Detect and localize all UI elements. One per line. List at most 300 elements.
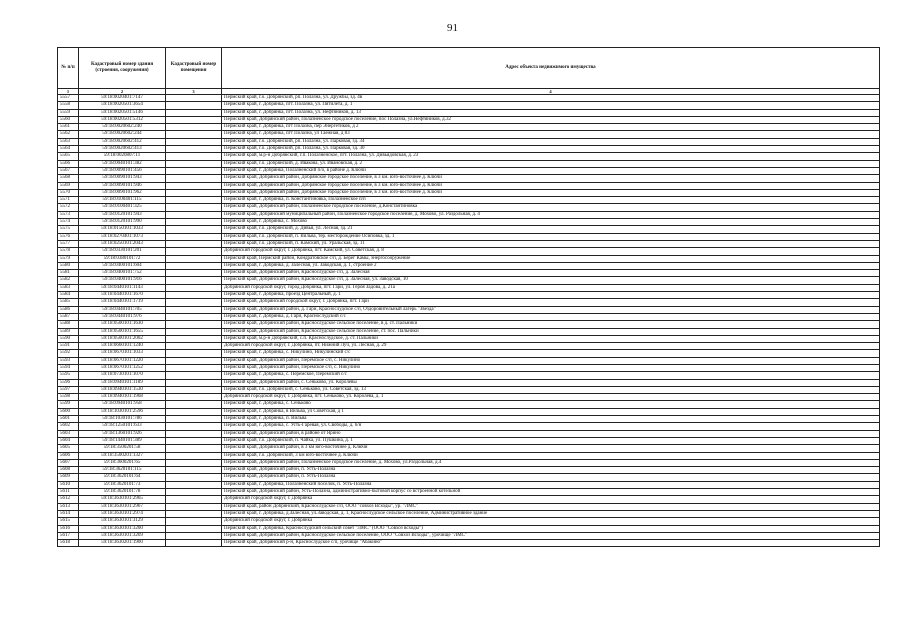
table-row (58, 408, 880, 415)
row-number-cell: 5583 (58, 284, 79, 291)
table-row (58, 160, 880, 167)
address-cell: Пермский край, г. Добрянка, с. Перемское, Перемский с/с (222, 372, 880, 379)
cadastral-number-cell: 59:18:0120101:943 (79, 211, 166, 218)
cadastral-number-cell: 59:18:0330101:201 (79, 248, 166, 255)
table-row (58, 518, 880, 525)
row-number-cell: 5567 (58, 167, 79, 174)
table-row (58, 219, 880, 226)
cadastral-number-cell: 59:18:3500201:1327 (79, 452, 166, 459)
table-row (58, 335, 880, 342)
address-cell: Пермский край, г.о. Добрянский, д. Дивья, ул. Лесная, зд. 21 (222, 226, 880, 233)
row-number-cell: 5563 (58, 138, 79, 145)
address-cell: Пермский край, Пермский район, Кондратовское с/п, д. Берег Камы, энергосооружение (222, 255, 880, 262)
room-number-cell (166, 248, 222, 255)
cadastral-number-cell: 59:18:0440101:1670 (79, 292, 166, 299)
address-cell: Пермский край, г. Добрянка, пгт Полазна, пер Энергетиков, д 2 (222, 124, 880, 131)
table-row (58, 277, 880, 284)
cadastral-number-cell: 59:18:0090101:943 (79, 175, 166, 182)
room-number-cell (166, 408, 222, 415)
address-cell: Пермский край, г. Добрянка, д. Залесная, ул. Заводская, д. 1, строение 2 (222, 262, 880, 269)
address-cell: Пермский край, г.о. Добрянский, 3 км юго-восточнее д. Ключи (222, 452, 880, 459)
cadastral-number-cell: 59:18:0500101:2002 (79, 335, 166, 342)
address-cell: Пермский край, Добрянский район, Краснослудское с/п, д. Залесная, ул. Заводская, 10 (222, 277, 880, 284)
cadastral-number-cell: 59:18:0500101:1630 (79, 321, 166, 328)
row-number-cell: 5579 (58, 255, 79, 262)
row-number-cell: 5568 (58, 175, 79, 182)
room-number-cell (166, 299, 222, 306)
page-number: 91 (447, 22, 458, 34)
address-cell: Пермский край, г. Добрянка, с. Сеньково (222, 401, 880, 408)
address-cell: Пермский край, Добрянский район, п. Усть-Полазна (222, 474, 880, 481)
row-number-cell: 5608 (58, 467, 79, 474)
room-number-cell (166, 226, 222, 233)
room-number-cell (166, 423, 222, 430)
room-number-cell (166, 489, 222, 496)
table-row (58, 124, 880, 131)
row-number-cell: 5586 (58, 306, 79, 313)
row-number-cell: 5578 (58, 248, 79, 255)
row-number-cell: 5571 (58, 197, 79, 204)
cadastral-number-cell: 59:18:3500201:58 (79, 445, 166, 452)
table-row (58, 204, 880, 211)
room-number-cell (166, 437, 222, 444)
table-row (58, 255, 880, 262)
table-row (58, 109, 880, 116)
row-number-cell: 5589 (58, 328, 79, 335)
table-row (58, 240, 880, 247)
table-row (58, 306, 880, 313)
address-cell: Пермский край, Добрянский район, Добрянское городское поселение, в 3 км. юго-восточнее д. Ключи (222, 175, 880, 182)
table-row (58, 175, 880, 182)
row-number-cell: 5587 (58, 313, 79, 320)
row-number-cell: 5566 (58, 160, 79, 167)
row-number-cell: 5600 (58, 408, 79, 415)
table-row (58, 386, 880, 393)
room-number-cell (166, 386, 222, 393)
room-number-cell (166, 284, 222, 291)
cadastral-number-cell: 59:18:0400101:604 (79, 262, 166, 269)
room-number-cell (166, 357, 222, 364)
cadastral-number-cell: 59:18:0100401:325 (79, 204, 166, 211)
cadastral-number-cell: 59:18:0440101:1719 (79, 299, 166, 306)
table-row (58, 270, 880, 277)
room-number-cell (166, 401, 222, 408)
cadastral-number-cell: 59:18:0440101:1143 (79, 284, 166, 291)
address-cell: Пермский край, Добрянский район, с. Сеньково, ул. Королевы (222, 379, 880, 386)
room-number-cell (166, 335, 222, 342)
cadastral-number-cell: 59:18:0670101:1220 (79, 357, 166, 364)
address-cell: Пермский край, Добрянский муниципальный район, Полазненское городское поселение, д. Мохово, ул. Раздольная, д. 4 (222, 211, 880, 218)
cadastral-number-cell: 59:18:0400101:916 (79, 277, 166, 284)
cadastral-number-cell: 59:18:3630101:3200 (79, 525, 166, 532)
table-row (58, 189, 880, 196)
table-row (58, 379, 880, 386)
row-number-cell: 5593 (58, 357, 79, 364)
row-number-cell: 5574 (58, 219, 79, 226)
cadastral-number-cell: 59:18:0270401:1073 (79, 233, 166, 240)
address-cell: Пермский край, г. Добрянка, с. Никулино, Никулинский с/с (222, 350, 880, 357)
cadastral-number-cell: 59:18:0670101:1252 (79, 364, 166, 371)
row-number-cell: 5606 (58, 452, 79, 459)
address-cell: Пермский край, Добрянский район, Краснослудское сельское поселение, в д. ст. Пальники (222, 321, 880, 328)
cadastral-number-cell: 59:18:0400101:752 (79, 270, 166, 277)
address-cell: Пермский край, г.о. Добрянский, рп. Полазна, ул. Парковая, зд. 30 (222, 146, 880, 153)
address-cell: Пермский край, Добрянский район, п. Усть-Полазна (222, 467, 880, 474)
cadastral-number-cell: 59:18:3630101:3129 (79, 518, 166, 525)
cadastral-number-cell: 59:18:0020501:5146 (79, 109, 166, 116)
cadastral-number-cell: 59:18:3630101:2974 (79, 510, 166, 517)
header-room: Кадастровый номер помещения (166, 48, 222, 89)
cadastral-number-cell: 59:18:0660101:1240 (79, 343, 166, 350)
row-number-cell: 5598 (58, 394, 79, 401)
table-row (58, 262, 880, 269)
room-number-cell (166, 160, 222, 167)
cadastral-number-cell: 59:18:1030101:2596 (79, 408, 166, 415)
row-number-cell: 5575 (58, 226, 79, 233)
table-header-row (58, 48, 880, 89)
row-number-cell: 5602 (58, 423, 79, 430)
address-cell: Пермский край, г.о. Добрянский, п. Камский, ул. Уральская, зд. 11 (222, 240, 880, 247)
address-cell: Пермский край, Добрянский район, Полазненское городское поселение, д. Мохово, ул.Раздольная, д.4 (222, 459, 880, 466)
room-number-cell (166, 124, 222, 131)
table-row (58, 510, 880, 517)
address-cell: Пермский край, Добрянский район, Полазненское городское поселение, пос Полазна, ул.Нефтяников, д.32 (222, 116, 880, 123)
row-number-cell: 5588 (58, 321, 79, 328)
cadastral-number-cell: 59:18:0440101:976 (79, 313, 166, 320)
room-number-cell (166, 116, 222, 123)
row-number-cell: 5584 (58, 292, 79, 299)
table-row (58, 350, 880, 357)
table-row (58, 182, 880, 189)
column-number: 1 (58, 89, 79, 95)
room-number-cell (166, 219, 222, 226)
room-number-cell (166, 452, 222, 459)
cadastral-number-cell: 59:18:0020602:244 (79, 131, 166, 138)
row-number-cell: 5594 (58, 364, 79, 371)
room-number-cell (166, 532, 222, 539)
address-cell: Пермский край, г. Добрянка, пгт. Полазна, ул. Пятилета, д. 1 (222, 102, 880, 109)
room-number-cell (166, 459, 222, 466)
address-cell: Пермский край, г. Добрянка, п. Константиновка, Полазненское п/п (222, 197, 880, 204)
room-number-cell (166, 109, 222, 116)
room-number-cell (166, 350, 222, 357)
table-row (58, 102, 880, 109)
address-cell: Пермский край, Добрянский район, Перемское с/п, с. Никулино (222, 364, 880, 371)
room-number-cell (166, 146, 222, 153)
cadastral-number-cell: 59:18:0730101:1070 (79, 372, 166, 379)
row-number-cell: 5569 (58, 182, 79, 189)
cadastral-number-cell: 59:18:0380101:72 (79, 255, 166, 262)
row-number-cell: 5601 (58, 416, 79, 423)
table-row (58, 292, 880, 299)
row-number-cell: 5609 (58, 474, 79, 481)
address-cell: Добрянский городской округ, г. Добрянка (222, 496, 880, 503)
cadastral-number-cell: 59:18:0090101:946 (79, 182, 166, 189)
property-table (57, 47, 880, 547)
address-cell: Пермский край, г. Добрянка, проезд Центральный, д. 1 (222, 292, 880, 299)
cadastral-number-cell: 59:18:0250101:2043 (79, 240, 166, 247)
cadastral-number-cell: 59:18:0940101:1530 (79, 386, 166, 393)
row-number-cell: 5564 (58, 146, 79, 153)
row-number-cell: 5562 (58, 131, 79, 138)
table-row (58, 328, 880, 335)
cadastral-number-cell: 59:18:0440101:705 (79, 306, 166, 313)
address-cell: Пермский край, г. Добрянка, д. Гари, Краснослудский с/с (222, 313, 880, 320)
row-number-cell: 5580 (58, 262, 79, 269)
address-cell: Пермский край, Добрянский район, в 3 км юго-восточнее д. Ключи (222, 445, 880, 452)
room-number-cell (166, 445, 222, 452)
room-number-cell (166, 255, 222, 262)
room-number-cell (166, 306, 222, 313)
address-cell: Пермский край, г. Добрянка, пгт Полазна, ул Таежная, д 83 (222, 131, 880, 138)
room-number-cell (166, 313, 222, 320)
table-row (58, 357, 880, 364)
address-cell: Добрянский городской округ, г. Добрянка, пгт. Сеньково, ул. Королева, д. 1 (222, 394, 880, 401)
room-number-cell (166, 364, 222, 371)
room-number-cell (166, 175, 222, 182)
table-row (58, 394, 880, 401)
room-number-cell (166, 372, 222, 379)
cadastral-number-cell: 59:18:3630101:2967 (79, 503, 166, 510)
row-number-cell: 5561 (58, 124, 79, 131)
cadastral-number-cell: 59:18:0020501:3654 (79, 102, 166, 109)
table-row (58, 503, 880, 510)
address-cell: Пермский край, г. Добрянка, пгт. Полазна, ул. Нефтяников, д. 13 (222, 109, 880, 116)
room-number-cell (166, 277, 222, 284)
cadastral-number-cell: 59:18:0150101:1033 (79, 226, 166, 233)
room-number-cell (166, 262, 222, 269)
row-number-cell: 5605 (58, 445, 79, 452)
cadastral-number-cell: 59:18:3620101:115 (79, 467, 166, 474)
table-row (58, 532, 880, 539)
cadastral-number-cell: 59:18:0090101:456 (79, 167, 166, 174)
address-cell: Пермский край, Добрянский район, Краснослудское сельское поселение, ООО "Совхоз Всходы", урочище "ЛМС" (222, 532, 880, 539)
cadastral-number-cell: 59:18:0670101:1033 (79, 350, 166, 357)
room-number-cell (166, 167, 222, 174)
cadastral-number-cell: 59:18:0020807:11 (79, 153, 166, 160)
row-number-cell: 5577 (58, 240, 79, 247)
room-number-cell (166, 102, 222, 109)
address-cell: Пермский край, г. Добрянка, Полазненский п/о, в районе д. Ключи (222, 167, 880, 174)
table-row (58, 401, 880, 408)
table-row (58, 95, 880, 102)
table-row (58, 474, 880, 481)
cadastral-number-cell: 59:18:0500101:1655 (79, 328, 166, 335)
room-number-cell (166, 240, 222, 247)
table-row (58, 496, 880, 503)
row-number-cell: 5607 (58, 459, 79, 466)
table-row (58, 481, 880, 488)
room-number-cell (166, 518, 222, 525)
cadastral-number-cell: 59:18:1250101:633 (79, 423, 166, 430)
header-cadastral: Кадастровый номер здания (строения, сооружения) (79, 48, 166, 89)
row-number-cell: 5616 (58, 525, 79, 532)
table-row (58, 416, 880, 423)
room-number-cell (166, 182, 222, 189)
room-number-cell (166, 394, 222, 401)
column-number: 3 (166, 89, 222, 95)
table-row (58, 248, 880, 255)
cadastral-number-cell: 59:18:0100401:115 (79, 197, 166, 204)
table-row (58, 197, 880, 204)
row-number-cell: 5572 (58, 204, 79, 211)
row-number-cell: 5613 (58, 503, 79, 510)
address-cell: Пермский край, Добрянский район, д. Гари, Краснослудское с/п, Оздоровительный лагерь "Звезда" (222, 306, 880, 313)
room-number-cell (166, 270, 222, 277)
room-number-cell (166, 474, 222, 481)
room-number-cell (166, 292, 222, 299)
room-number-cell (166, 153, 222, 160)
row-number-cell: 5612 (58, 496, 79, 503)
cadastral-number-cell: 59:18:1440101:389 (79, 437, 166, 444)
row-number-cell: 5573 (58, 211, 79, 218)
table-row (58, 131, 880, 138)
table-row (58, 540, 880, 547)
room-number-cell (166, 379, 222, 386)
address-cell: Добрянский городской округ, г. Добрянка, пгт. Камский, ул. Советская, д. 8 (222, 248, 880, 255)
table-row (58, 138, 880, 145)
room-number-cell (166, 525, 222, 532)
address-cell: Пермский край, г.о. Добрянский, с. Сеньково, ул. Советская, зд. 13 (222, 386, 880, 393)
table-row (58, 364, 880, 371)
cadastral-number-cell: 59:18:0940101:958 (79, 401, 166, 408)
cadastral-number-cell: 59:18:3630201:1900 (79, 540, 166, 547)
row-number-cell: 5617 (58, 532, 79, 539)
cadastral-number-cell: 59:18:0020501:5312 (79, 116, 166, 123)
address-cell: Пермский край, г. Добрянка, Краснослудский сельский совет "ЛМС" (ООО "Совхоз всходы") (222, 525, 880, 532)
table-row (58, 437, 880, 444)
cadastral-number-cell: 59:18:0020401:7147 (79, 95, 166, 102)
room-number-cell (166, 204, 222, 211)
table-row (58, 226, 880, 233)
cadastral-number-cell: 59:18:1030101:786 (79, 416, 166, 423)
room-number-cell (166, 138, 222, 145)
address-cell: Пермский край, м.р-н Добрянский, с.п. Краснослудское, д. ст. Пальники (222, 335, 880, 342)
row-number-cell: 5576 (58, 233, 79, 240)
row-number-cell: 5596 (58, 379, 79, 386)
cadastral-number-cell: 59:18:3620101:78 (79, 489, 166, 496)
table-row (58, 116, 880, 123)
room-number-cell (166, 95, 222, 102)
address-cell: Пермский край, Добрянский р-н, Краснослудское с/п, урочище "Абакино" (222, 540, 880, 547)
header-address: Адрес объекта недвижимого имущества (222, 48, 880, 89)
row-number-cell: 5618 (58, 540, 79, 547)
address-cell: Пермский край, м.р-н Добрянский, г.п. Полазненское, пгт. Полазна, ул. Дивьядовская, д. 23 (222, 153, 880, 160)
row-number-cell: 5591 (58, 343, 79, 350)
row-number-cell: 5592 (58, 350, 79, 357)
header-num: № п/п (58, 48, 79, 89)
cadastral-number-cell: 59:18:0020602:412 (79, 138, 166, 145)
table-row (58, 233, 880, 240)
row-number-cell: 5581 (58, 270, 79, 277)
room-number-cell (166, 540, 222, 547)
room-number-cell (166, 197, 222, 204)
address-cell: Пермский край, Добрянский район, Усть-Полазна, административно-бытовой корпус со встроенной котельной (222, 489, 880, 496)
row-number-cell: 5559 (58, 109, 79, 116)
address-cell: Пермский край, г.о. Добрянский, п. Чайка, ул. Пушкина, д. 1 (222, 437, 880, 444)
row-number-cell: 5557 (58, 95, 79, 102)
table-row (58, 153, 880, 160)
address-cell: Пермский край, Добрянский район, Краснослудское с/п, д. Залесная (222, 270, 880, 277)
address-cell: Пермский край, Добрянский городской округ, г. Добрянка, пгт. Гари (222, 299, 880, 306)
table-row (58, 459, 880, 466)
address-cell: Добрянский городской округ, г. Добрянка (222, 518, 880, 525)
cadastral-number-cell: 59:18:0120101:990 (79, 219, 166, 226)
cadastral-number-cell: 59:18:3620101:64 (79, 474, 166, 481)
table-row (58, 167, 880, 174)
row-number-cell: 5610 (58, 481, 79, 488)
column-number: 2 (79, 89, 166, 95)
table-row (58, 452, 880, 459)
row-number-cell: 5611 (58, 489, 79, 496)
row-number-cell: 5615 (58, 518, 79, 525)
row-number-cell: 5565 (58, 153, 79, 160)
table-row (58, 211, 880, 218)
room-number-cell (166, 481, 222, 488)
room-number-cell (166, 496, 222, 503)
row-number-cell: 5558 (58, 102, 79, 109)
room-number-cell (166, 416, 222, 423)
address-cell: Пермский край, Добрянский район, Добрянское городское поселение, в 3 км. юго-восточнее д. Ключи (222, 189, 880, 196)
room-number-cell (166, 430, 222, 437)
address-cell: Пермский край, г.о. Добрянский, рп. Полазна, ул. Парковая, зд. 34 (222, 138, 880, 145)
address-cell: Пермский край, г. Добрянка, д.Залесная, ул.Заводская, д. 1, Краснослудское сельское поселение, Административное здание (222, 510, 880, 517)
table-row (58, 430, 880, 437)
cadastral-number-cell: 59:18:0020602:413 (79, 146, 166, 153)
table-row (58, 321, 880, 328)
table-row (58, 146, 880, 153)
address-cell: Пермский край, Добрянский район, Добрянское городское поселение, в 3 км. юго-восточнее д. Ключи (222, 182, 880, 189)
table-row (58, 313, 880, 320)
row-number-cell: 5597 (58, 386, 79, 393)
row-number-cell: 5603 (58, 430, 79, 437)
address-cell: Пермский край, г.о. Добрянский, п. Вильва, тер. месторождение Осиповка, зд. 1 (222, 233, 880, 240)
address-cell: Добрянский городской округ, г. Добрянка, пт. Нижний Луч, ул. Лесная, д. 29 (222, 343, 880, 350)
address-cell: Пермский край, г. Добрянка, с. Усть-Гаревая, ул. Свободы, д. 6/н (222, 423, 880, 430)
table-body (58, 95, 880, 547)
table-row (58, 372, 880, 379)
table-row (58, 423, 880, 430)
room-number-cell (166, 503, 222, 510)
table-row (58, 489, 880, 496)
row-number-cell: 5595 (58, 372, 79, 379)
cadastral-number-cell: 59:18:3600201:65 (79, 459, 166, 466)
room-number-cell (166, 510, 222, 517)
row-number-cell: 5614 (58, 510, 79, 517)
cadastral-number-cell: 59:18:0040101:382 (79, 160, 166, 167)
row-number-cell: 5585 (58, 299, 79, 306)
address-cell: Пермский край, Добрянский район, Перемское с/п, с. Никулино (222, 357, 880, 364)
address-cell: Пермский край, Добрянский район, в районе от Ярино (222, 430, 880, 437)
cadastral-number-cell: 59:18:3630101:2965 (79, 496, 166, 503)
table-row (58, 525, 880, 532)
table-row (58, 299, 880, 306)
row-number-cell: 5570 (58, 189, 79, 196)
row-number-cell: 5582 (58, 277, 79, 284)
row-number-cell: 5604 (58, 437, 79, 444)
address-cell: Пермский край, г. Добрянка, п. Вильва (222, 416, 880, 423)
row-number-cell: 5560 (58, 116, 79, 123)
column-number: 4 (222, 89, 880, 95)
table-row (58, 445, 880, 452)
room-number-cell (166, 467, 222, 474)
address-cell: Пермский край, район Добрянский, Краснослудское с/п, ООО "совхоз Всходы", ур. "ЛМС" (222, 503, 880, 510)
row-number-cell: 5599 (58, 401, 79, 408)
room-number-cell (166, 131, 222, 138)
table-row (58, 467, 880, 474)
room-number-cell (166, 343, 222, 350)
cadastral-number-cell: 59:18:1360101:926 (79, 430, 166, 437)
